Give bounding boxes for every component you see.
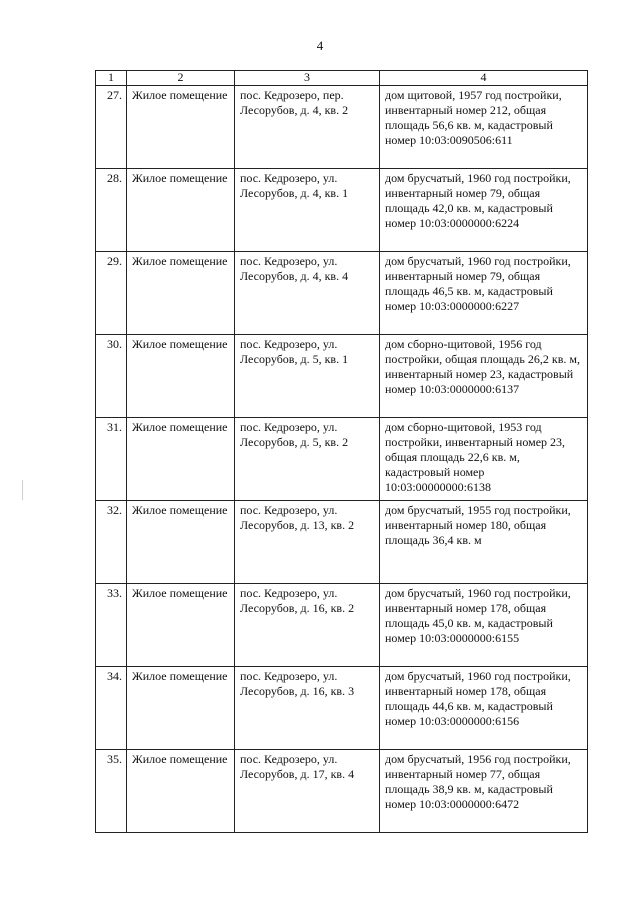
column-header: 2: [127, 71, 235, 86]
premises-type-cell: Жилое помещение: [127, 667, 235, 750]
row-number-cell: 32.: [96, 501, 127, 584]
property-table: [95, 70, 588, 833]
property-table-container: [95, 70, 588, 833]
row-number-cell: 30.: [96, 335, 127, 418]
row-number-cell: 27.: [96, 86, 127, 169]
table-row: [96, 750, 588, 833]
premises-type-cell: Жилое помещение: [127, 584, 235, 667]
table-row: [96, 584, 588, 667]
address-cell: пос. Кедрозеро, ул. Лесорубов, д. 16, кв. 2: [235, 584, 380, 667]
description-cell: дом щитовой, 1957 год постройки, инвентарный номер 212, общая площадь 56,6 кв. м, кадастровый номер 10:03:0090506:611: [380, 86, 588, 169]
premises-type-cell: Жилое помещение: [127, 169, 235, 252]
table-row: [96, 86, 588, 169]
address-cell: пос. Кедрозеро, пер. Лесорубов, д. 4, кв. 2: [235, 86, 380, 169]
description-cell: дом брусчатый, 1956 год постройки, инвентарный номер 77, общая площадь 38,9 кв. м, кадастровый номер 10:03:0000000:6472: [380, 750, 588, 833]
column-header: 1: [96, 71, 127, 86]
table-row: [96, 418, 588, 501]
table-row: [96, 501, 588, 584]
row-number-cell: 28.: [96, 169, 127, 252]
description-cell: дом сборно-щитовой, 1953 год постройки, инвентарный номер 23, общая площадь 22,6 кв. м, кадастровый номер 10:03:00000000:6138: [380, 418, 588, 501]
premises-type-cell: Жилое помещение: [127, 335, 235, 418]
address-cell: пос. Кедрозеро, ул. Лесорубов, д. 4, кв. 1: [235, 169, 380, 252]
description-cell: дом брусчатый, 1960 год постройки, инвентарный номер 178, общая площадь 45,0 кв. м, кадастровый номер 10:03:0000000:6155: [380, 584, 588, 667]
description-cell: дом сборно-щитовой, 1956 год постройки, общая площадь 26,2 кв. м, инвентарный номер 23, кадастровый номер 10:03:0000000:6137: [380, 335, 588, 418]
row-number-cell: 31.: [96, 418, 127, 501]
premises-type-cell: Жилое помещение: [127, 252, 235, 335]
row-number-cell: 34.: [96, 667, 127, 750]
table-row: [96, 667, 588, 750]
premises-type-cell: Жилое помещение: [127, 501, 235, 584]
description-cell: дом брусчатый, 1960 год постройки, инвентарный номер 79, общая площадь 42,0 кв. м, кадастровый номер 10:03:0000000:6224: [380, 169, 588, 252]
address-cell: пос. Кедрозеро, ул. Лесорубов, д. 4, кв. 4: [235, 252, 380, 335]
address-cell: пос. Кедрозеро, ул. Лесорубов, д. 16, кв. 3: [235, 667, 380, 750]
row-number-cell: 33.: [96, 584, 127, 667]
address-cell: пос. Кедрозеро, ул. Лесорубов, д. 5, кв. 2: [235, 418, 380, 501]
table-body: [96, 86, 588, 833]
page-number: 4: [316, 38, 324, 53]
table-row: [96, 169, 588, 252]
description-cell: дом брусчатый, 1960 год постройки, инвентарный номер 79, общая площадь 46,5 кв. м, кадастровый номер 10:03:0000000:6227: [380, 252, 588, 335]
column-header: 3: [235, 71, 380, 86]
premises-type-cell: Жилое помещение: [127, 86, 235, 169]
table-header-row: [96, 71, 588, 86]
address-cell: пос. Кедрозеро, ул. Лесорубов, д. 5, кв. 1: [235, 335, 380, 418]
address-cell: пос. Кедрозеро, ул. Лесорубов, д. 17, кв. 4: [235, 750, 380, 833]
address-cell: пос. Кедрозеро, ул. Лесорубов, д. 13, кв. 2: [235, 501, 380, 584]
row-number-cell: 35.: [96, 750, 127, 833]
scan-artifact-mark: [22, 480, 23, 500]
description-cell: дом брусчатый, 1960 год постройки, инвентарный номер 178, общая площадь 44,6 кв. м, кадастровый номер 10:03:0000000:6156: [380, 667, 588, 750]
premises-type-cell: Жилое помещение: [127, 750, 235, 833]
premises-type-cell: Жилое помещение: [127, 418, 235, 501]
column-header: 4: [380, 71, 588, 86]
description-cell: дом брусчатый, 1955 год постройки, инвентарный номер 180, общая площадь 36,4 кв. м: [380, 501, 588, 584]
table-row: [96, 252, 588, 335]
table-row: [96, 335, 588, 418]
row-number-cell: 29.: [96, 252, 127, 335]
